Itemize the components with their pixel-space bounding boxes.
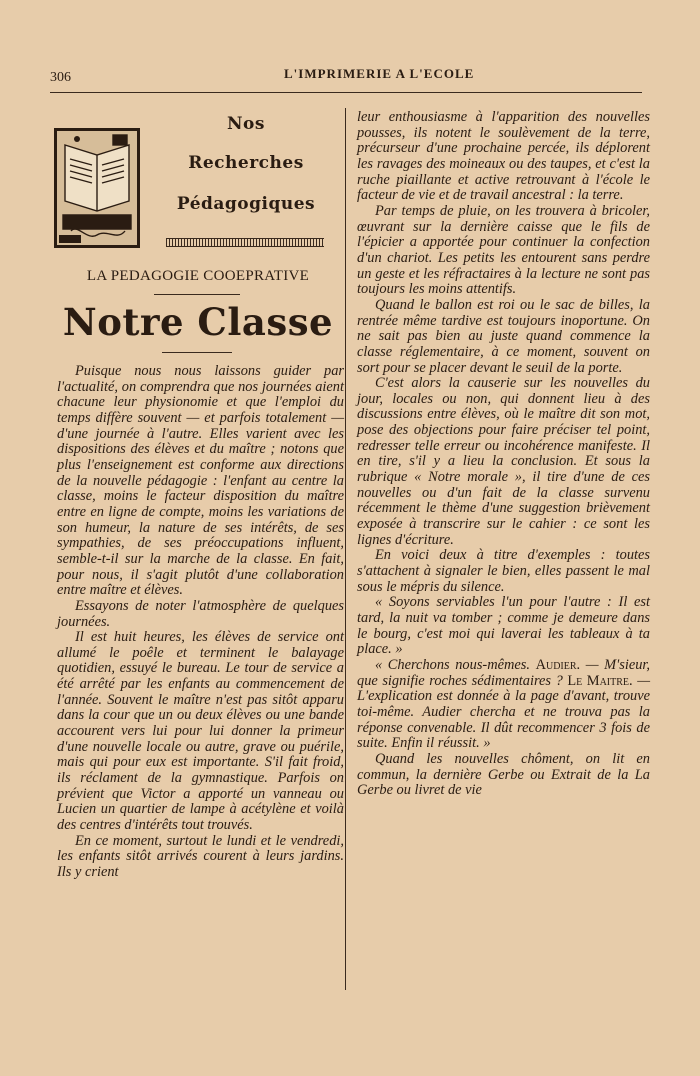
left-column [57,364,344,881]
paragraph: Essayons de noter l'atmosphère de quelques journées. [57,597,344,630]
rubric-line-pedagogiques: Pédagogiques [176,194,316,214]
paragraph: Puisque nous nous laissons guider par l'actualité, on comprendra que nos journées aient chacune leur physionomie et que l'emploi du temps diffère souvent — et parfois totalement — d'une journée à l'autre. Elles varient avec les dispositions des élèves et du maître ; notons que plus l'enseignement est conforme aux directions de la nouvelle pédagogie : l'enfant au centre la classe, moins le facteur disposition du maître entre en ligne de compte, moins les variations de son humeur, la nature de ses intérêts, de ses sympathies, de ses préoccupations influent, semble-t-il sur la marche de la classe. En fait, pour nous, il s'agit plutôt d'une collaboration entre maître et élèves. [57,363,344,599]
paragraph: Par temps de pluie, on les trouvera à bricoler, œuvrant sur la dernière caisse que le fils de l'épicier a apportée pour continuer la confection d'un chariot. Les petits les entourent sans perdre un geste et les réfractaires à la lecture ne sont pas toujours les moins attentifs. [357,202,650,298]
paragraph: En voici deux à titre d'exemples : toutes s'attachent à signaler le bien, elles passent le mal sous le mépris du silence. [357,547,650,595]
dialogue-paragraph [357,658,650,752]
paragraph: Quand le ballon est roi ou le sac de billes, la rentrée même tardive est toujours inoportune. On ne sait pas bien au juste quand commence la classe réglementaire, à ce moment, souvent on sort pour se placer devant le seuil de la porte. [357,296,650,376]
paragraph: leur enthousiasme à l'apparition des nouvelles pousses, ils notent le soulèvement de la terre, précurseur d'une prochaine percée, ils déplorent les ravages des moineaux ou des taupes, et c'est la ruche piaillante et active retrouvant à l'école le facteur de vie et de travail ancestral : la terre. [357,109,650,204]
paragraph: En ce moment, surtout le lundi et le vendredi, les enfants sitôt arrivés courent à leurs jardins. Ils y crient [57,832,344,880]
title-rule [162,352,232,353]
paragraph: C'est alors la causerie sur les nouvelles du jour, locales ou non, qui donnent lieu à des discussions entre élèves, où le maître dit son mot, pose des objections pour faire préciser tel point, redresser telle erreur ou incohérence manifeste. Il en tire, s'il y a lieu la conclusion. Et sous la rubrique « Notre morale », il tire d'une de ces nouvelles ou d'un fait de la classe survenu récemment le thème d'une suggestion brièvement exposée à transcrire sur le cahier : ce sont les lignes d'écriture. [357,375,650,548]
article-title: Notre Classe [62,300,334,344]
text: — M'sieur, que signifie roches sédimentaires ? [357,656,651,689]
speaker-name: Le Maitre. [567,672,633,689]
rubric-line-nos: Nos [227,114,265,134]
header-rule [50,92,642,93]
text: — L'explication est donnée à la page d'avant, trouve toi-même. Audier chercha et ne trouva pas la réponse convenable. Il dût recommencer 3 fois de suite. Enfin il réussit. » [357,672,650,752]
rubric-line-recherches: Recherches [188,153,304,173]
paragraph: « Soyons serviables l'un pour l'autre : Il est tard, la nuit va tomber ; comme je demeure dans le bourg, c'est moi qui laverai les tableaux à ta place. » [357,594,650,658]
kicker-rule [154,294,240,295]
speaker-name: Audier. [535,656,581,673]
page-number: 306 [50,70,71,85]
paragraph: Il est huit heures, les élèves de service ont allumé le poêle et terminent le balayage quotidien, essuyé le bureau. Le tour de service a été arrêté par les enfants au commencement de l'année. Souvent le maître n'est pas sitôt apparu dans la cour que un ou deux élèves ou une bande accourent vers lui pour lui donner la primeur d'une nouvelle locale ou autre, grave ou puérile, mais qui pour eux est importante. S'il fait froid, ils réclament de la gymnastique. Parfois on prévient que Victor a apporté un vanneau ou Lucien un quartier de lampe à acétylène et voilà des centres d'intérêts tout trouvés. [57,629,344,834]
column-divider [345,108,346,990]
text: « Cherchons nous-mêmes. [375,656,536,673]
right-column [357,110,650,799]
open-book-emblem-icon [54,128,140,248]
running-title: L'IMPRIMERIE A L'ECOLE [284,66,475,81]
rubric-ornament [166,238,324,247]
paragraph: Quand les nouvelles chôment, on lit en commun, la dernière Gerbe ou Extrait de la La Gerbe ou livret de vie [357,750,650,799]
article-kicker: LA PEDAGOGIE COOEPRATIVE [86,268,310,284]
